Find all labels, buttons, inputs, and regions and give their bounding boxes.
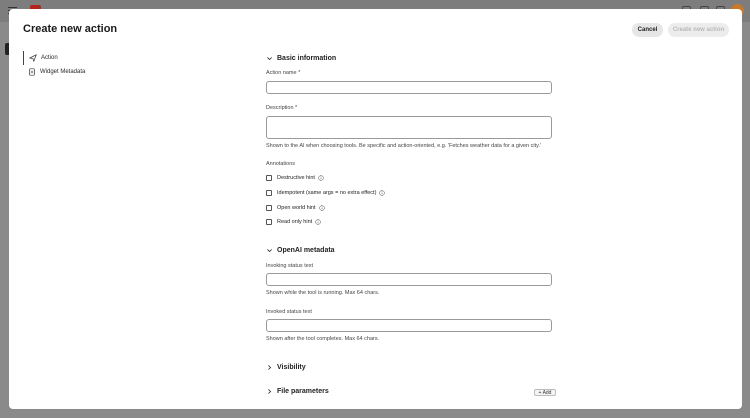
checkbox-label: Destructive hint bbox=[277, 175, 315, 181]
info-icon[interactable] bbox=[379, 190, 385, 196]
basic-information-toggle[interactable] bbox=[266, 55, 336, 62]
checkbox-box[interactable] bbox=[266, 190, 272, 196]
description-help: Shown to the AI when choosing tools. Be specific and action-oriented, e.g. 'Fetches weather data for a given city.' bbox=[266, 143, 542, 149]
checkbox-box[interactable] bbox=[266, 219, 272, 225]
checkbox-label: Read only hint bbox=[277, 219, 313, 225]
label-text: Description bbox=[266, 105, 294, 111]
nav-item-label: Widget Metadata bbox=[40, 69, 86, 75]
checkbox-label: Open world hint bbox=[277, 205, 316, 211]
document-icon bbox=[28, 68, 36, 76]
create-action-modal bbox=[9, 9, 742, 409]
cancel-button[interactable]: Cancel bbox=[632, 23, 663, 37]
visibility-toggle[interactable] bbox=[266, 364, 306, 371]
invoked-status-input[interactable] bbox=[266, 319, 552, 332]
destructive-hint-checkbox[interactable] bbox=[266, 175, 324, 181]
nav-item-label: Action bbox=[41, 55, 58, 61]
required-marker: * bbox=[295, 105, 298, 111]
info-icon[interactable] bbox=[315, 219, 321, 225]
chevron-right-icon bbox=[266, 364, 273, 371]
annotations-label: Annotations bbox=[266, 161, 296, 167]
openai-metadata-toggle[interactable] bbox=[266, 247, 335, 254]
nav-item-action[interactable] bbox=[23, 51, 123, 65]
section-heading: OpenAI metadata bbox=[277, 247, 335, 254]
checkbox-label: Idempotent (same args = no extra effect) bbox=[277, 190, 377, 196]
section-heading: Visibility bbox=[277, 364, 306, 371]
required-marker: * bbox=[298, 70, 301, 76]
invoking-status-input[interactable] bbox=[266, 273, 552, 286]
label-text: Action name bbox=[266, 70, 297, 76]
description-label bbox=[266, 105, 297, 111]
nav-item-widget-metadata[interactable] bbox=[23, 65, 123, 79]
info-icon[interactable] bbox=[319, 205, 325, 211]
add-file-parameter-button[interactable]: + Add bbox=[534, 389, 556, 396]
chevron-right-icon bbox=[266, 388, 273, 395]
create-action-button[interactable]: Create new action bbox=[668, 23, 729, 37]
invoked-status-help: Shown after the tool completes. Max 64 chars. bbox=[266, 336, 380, 342]
send-icon bbox=[29, 54, 37, 62]
idempotent-hint-checkbox[interactable] bbox=[266, 190, 385, 196]
modal-side-nav bbox=[23, 51, 123, 79]
action-name-input[interactable] bbox=[266, 81, 552, 94]
checkbox-box[interactable] bbox=[266, 175, 272, 181]
info-icon[interactable] bbox=[318, 175, 324, 181]
action-name-label bbox=[266, 70, 300, 76]
invoked-status-label: Invoked status text bbox=[266, 309, 312, 315]
section-heading: File parameters bbox=[277, 388, 329, 395]
modal-title: Create new action bbox=[23, 23, 118, 35]
chevron-down-icon bbox=[266, 55, 273, 62]
checkbox-box[interactable] bbox=[266, 205, 272, 211]
open-world-hint-checkbox[interactable] bbox=[266, 205, 325, 211]
invoking-status-help: Shown while the tool is running. Max 64 chars. bbox=[266, 290, 380, 296]
file-parameters-toggle[interactable] bbox=[266, 388, 329, 395]
chevron-down-icon bbox=[266, 247, 273, 254]
section-heading: Basic information bbox=[277, 55, 337, 62]
description-input[interactable] bbox=[266, 116, 552, 139]
invoking-status-label: Invoking status text bbox=[266, 263, 314, 269]
read-only-hint-checkbox[interactable] bbox=[266, 219, 321, 225]
